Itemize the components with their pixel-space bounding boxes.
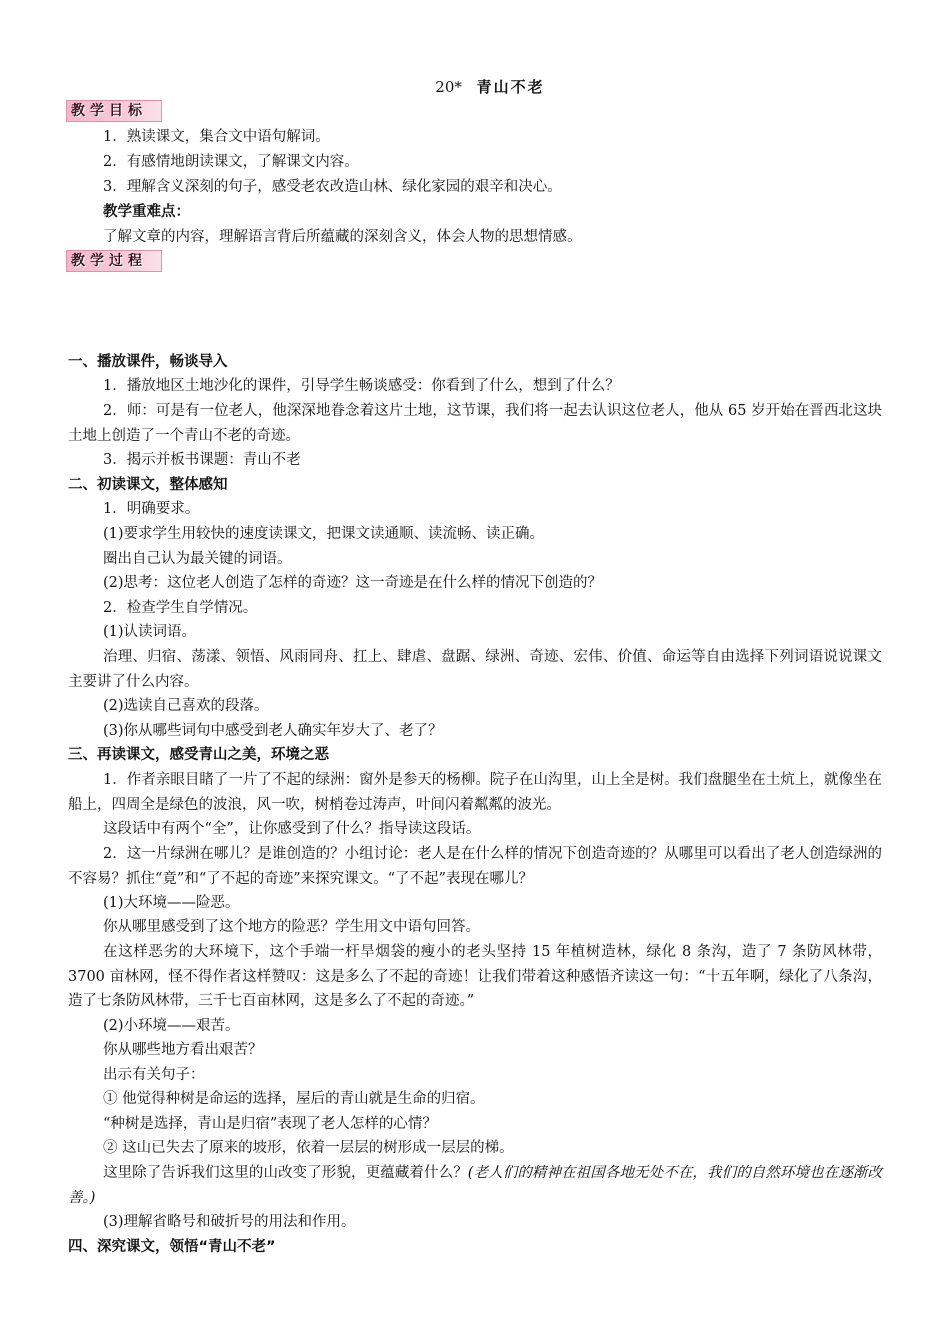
key-difficulty-label: 教学重难点： — [103, 204, 190, 220]
paragraph: (2)选读自己喜欢的段落。 — [103, 698, 269, 714]
paragraph-text: 这里除了告诉我们这里的山改变了形貌，更蕴藏着什么？ — [103, 1165, 468, 1181]
lesson-title-text: 青山不老 — [476, 78, 545, 96]
paragraph-note: (老人们的精神在祖国各地无处不在，我们的自然环境也在逐渐改善。) — [68, 1165, 883, 1206]
paragraph — [68, 1161, 882, 1210]
paragraph: 圈出自己认为最关键的词语。 — [103, 551, 292, 567]
lesson-number: 20* — [435, 78, 462, 96]
paragraph: 1．明确要求。 — [103, 501, 200, 517]
goal-item: 1．熟读课文，集合文中语句解词。 — [103, 129, 330, 145]
banner-teaching-goals: 教学目标 — [66, 100, 162, 122]
paragraph: (3)你从哪些词句中感受到老人确实年岁大了、老了？ — [103, 723, 443, 739]
paragraph: 2．检查学生自学情况。 — [103, 600, 258, 616]
paragraph: 在这样恶劣的大环境下，这个手端一杆旱烟袋的瘦小的老头坚持 15 年植树造林，绿化 8 条沟，造了 7 条防风林带，3700 亩林网，怪不得作者这样赞叹：这是多么了不起的奇迹！让我们带着这种感悟齐读这一句：“十五年啊，绿化了八条沟，造了七条防风林带，三千七百亩林网，这是多么了不起的奇迹。” — [68, 944, 882, 1010]
paragraph: ② 这山已失去了原来的坡形，依着一层层的树形成一层层的梯。 — [103, 1140, 514, 1156]
paragraph: 你从哪里感受到了这个地方的险恶？学生用文中语句回答。 — [103, 919, 480, 935]
paragraph: 这段话中有两个“全”，让你感受到了什么？指导读这段话。 — [103, 821, 481, 837]
section-heading: 四、深究课文，领悟“青山不老” — [68, 1239, 276, 1255]
goal-item: 3．理解含义深刻的句子，感受老农改造山林、绿化家园的艰辛和决心。 — [103, 179, 562, 195]
paragraph: 治理、归宿、荡漾、领悟、风雨同舟、扛上、肆虐、盘踞、绿洲、奇迹、宏伟、价值、命运等自由选择下列词语说说课文主要讲了什么内容。 — [68, 649, 882, 690]
section-heading: 一、播放课件，畅谈导入 — [68, 354, 228, 370]
paragraph: 2．这一片绿洲在哪儿？是谁创造的？小组讨论：老人是在什么样的情况下创造奇迹的？从哪里可以看出了老人创造绿洲的不容易？抓住“竟”和“了不起的奇迹”来探究课文。“了不起”表现在哪儿？ — [68, 846, 882, 887]
paragraph: 2．师：可是有一位老人，他深深地眷念着这片土地，这节课，我们将一起去认识这位老人，他从 65 岁开始在晋西北这块土地上创造了一个青山不老的奇迹。 — [68, 403, 882, 444]
banner-teaching-process: 教学过程 — [66, 250, 162, 272]
paragraph: (2)小环境——艰苦。 — [103, 1018, 240, 1034]
paragraph: (3)理解省略号和破折号的用法和作用。 — [103, 1214, 356, 1230]
paragraph: (1)要求学生用较快的速度读课文，把课文读通顺、读流畅、读正确。 — [103, 526, 545, 542]
section-heading: 三、再读课文，感受青山之美，环境之恶 — [68, 747, 329, 763]
paragraph: 3．揭示并板书课题：青山不老 — [103, 452, 301, 468]
paragraph: 出示有关句子： — [103, 1067, 205, 1083]
paragraph: (2)思考：这位老人创造了怎样的奇迹？这一奇迹是在什么样的情况下创造的？ — [103, 575, 603, 591]
paragraph: (1)大环境——险恶。 — [103, 895, 240, 911]
paragraph: ① 他觉得种树是命运的选择，屋后的青山就是生命的归宿。 — [103, 1091, 485, 1107]
paragraph: 1．播放地区土地沙化的课件，引导学生畅谈感受：你看到了什么，想到了什么？ — [103, 378, 620, 394]
section-heading: 二、初读课文，整体感知 — [68, 477, 228, 493]
lesson-title — [0, 76, 950, 97]
goal-item: 2．有感情地朗读课文，了解课文内容。 — [103, 154, 359, 170]
paragraph: “种树是选择，青山是归宿”表现了老人怎样的心情？ — [103, 1116, 437, 1132]
paragraph: 你从哪些地方看出艰苦？ — [103, 1042, 263, 1058]
key-difficulty-text: 了解文章的内容，理解语言背后所蕴藏的深刻含义，体会人物的思想情感。 — [103, 229, 582, 245]
paragraph: (1)认读词语。 — [103, 624, 197, 640]
paragraph: 1．作者亲眼目睹了一片了不起的绿洲：窗外是参天的杨柳。院子在山沟里，山上全是树。我们盘腿坐在土炕上，就像坐在船上，四周全是绿色的波浪，风一吹，树梢卷过涛声，叶间闪着粼粼的波光。 — [68, 772, 882, 813]
